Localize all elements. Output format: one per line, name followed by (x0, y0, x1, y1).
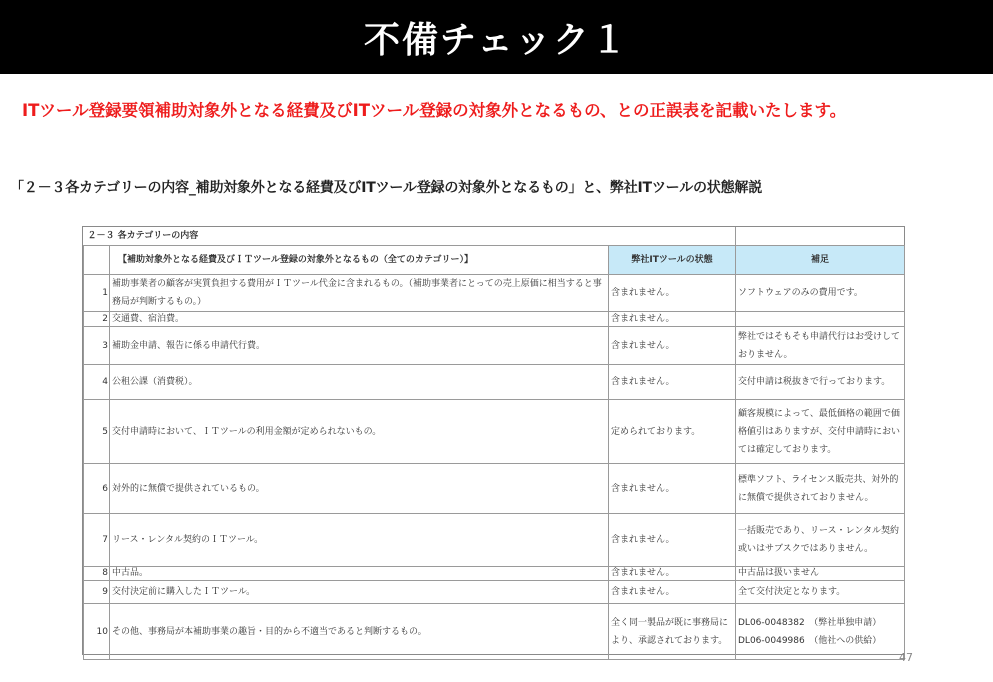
row-number: 9 (84, 581, 110, 604)
header-row (84, 246, 905, 275)
row-item: 交付決定前に購入したＩＴツール。 (110, 581, 609, 604)
row-number: 6 (84, 464, 110, 514)
row-item: 対外的に無償で提供されているもの。 (110, 464, 609, 514)
row-status: 含まれません。 (609, 312, 736, 327)
row-number: 8 (84, 567, 110, 581)
row-note: 交付申請は税抜きで行っております。 (736, 365, 905, 400)
row-note-line: DL06-0048382 （弊社単独申請） (738, 617, 882, 628)
row-item: 公租公課（消費税）。 (110, 365, 609, 400)
row-status: 含まれません。 (609, 567, 736, 581)
row-number: 5 (84, 400, 110, 464)
row-status: 含まれません。 (609, 365, 736, 400)
section-row (84, 227, 905, 246)
page-title: 不備チェック１ (364, 19, 629, 61)
row-number: 1 (84, 275, 110, 312)
row-item: 補助事業者の顧客が実質負担する費用がＩＴツール代金に含まれるもの。（補助事業者にとっての売上原価に相当すると事務局が判断するもの。） (110, 275, 609, 312)
row-item: 補助金申請、報告に係る申請代行費。 (110, 327, 609, 365)
row-number: 7 (84, 514, 110, 567)
row-note: 標準ソフト、ライセンス販売共、対外的に無償で提供されておりません。 (736, 464, 905, 514)
subtitle-text: 「２－３各カテゴリーの内容_補助対象外となる経費及びITツール登録の対象外となるもの」と、弊社ITツールの状態解説 (10, 180, 762, 196)
row-item: その他、事務局が本補助事業の趣旨・目的から不適当であると判断するもの。 (110, 604, 609, 660)
row-note (736, 604, 905, 660)
row-status: 含まれません。 (609, 514, 736, 567)
row-status: 全く同一製品が既に事務局により、承認されております。 (609, 604, 736, 660)
page-number: 47 (899, 651, 913, 664)
row-note: 全て交付決定となります。 (736, 581, 905, 604)
table-row (84, 604, 905, 660)
row-status: 含まれません。 (609, 327, 736, 365)
header-note: 補足 (736, 246, 905, 275)
row-status: 含まれません。 (609, 581, 736, 604)
row-status: 含まれません。 (609, 464, 736, 514)
row-note-line: DL06-0049986 （他社への供給） (738, 635, 882, 646)
spreadsheet-image (82, 226, 905, 655)
row-status: 含まれません。 (609, 275, 736, 312)
checklist-table (83, 227, 905, 660)
table-row (84, 400, 905, 464)
row-item: 交通費、宿泊費。 (110, 312, 609, 327)
section-title: ２－３ 各カテゴリーの内容 (87, 231, 199, 241)
row-note: 弊社ではそもそも申請代行はお受けしておりません。 (736, 327, 905, 365)
title-bar (0, 0, 993, 74)
row-note: 一括販売であり、リース・レンタル契約或いはサブスクではありません。 (736, 514, 905, 567)
header-status: 弊社ITツールの状態 (609, 246, 736, 275)
row-number: 10 (84, 604, 110, 660)
row-item: 中古品。 (110, 567, 609, 581)
row-item: リース・レンタル契約のＩＴツール。 (110, 514, 609, 567)
row-number: 2 (84, 312, 110, 327)
table-row (84, 464, 905, 514)
row-item: 交付申請時において、ＩＴツールの利用金額が定められないもの。 (110, 400, 609, 464)
row-status: 定められております。 (609, 400, 736, 464)
notice-text: ITツール登録要領補助対象外となる経費及びITツール登録の対象外となるもの、との正誤表を記載いたします。 (22, 101, 847, 120)
row-number: 3 (84, 327, 110, 365)
table-row (84, 312, 905, 327)
row-number: 4 (84, 365, 110, 400)
row-note: 中古品は扱いません (736, 567, 905, 581)
table-row (84, 275, 905, 312)
table-row (84, 365, 905, 400)
row-note (736, 312, 905, 327)
row-note: 顧客規模によって、最低価格の範囲で価格値引はありますが、交付申請時においては確定しております。 (736, 400, 905, 464)
table-row (84, 567, 905, 581)
row-note: ソフトウェアのみの費用です。 (736, 275, 905, 312)
table-row (84, 581, 905, 604)
header-main: 【補助対象外となる経費及びＩＴツール登録の対象外となるもの（全てのカテゴリー）】 (110, 246, 609, 275)
table-row (84, 514, 905, 567)
table-row (84, 327, 905, 365)
